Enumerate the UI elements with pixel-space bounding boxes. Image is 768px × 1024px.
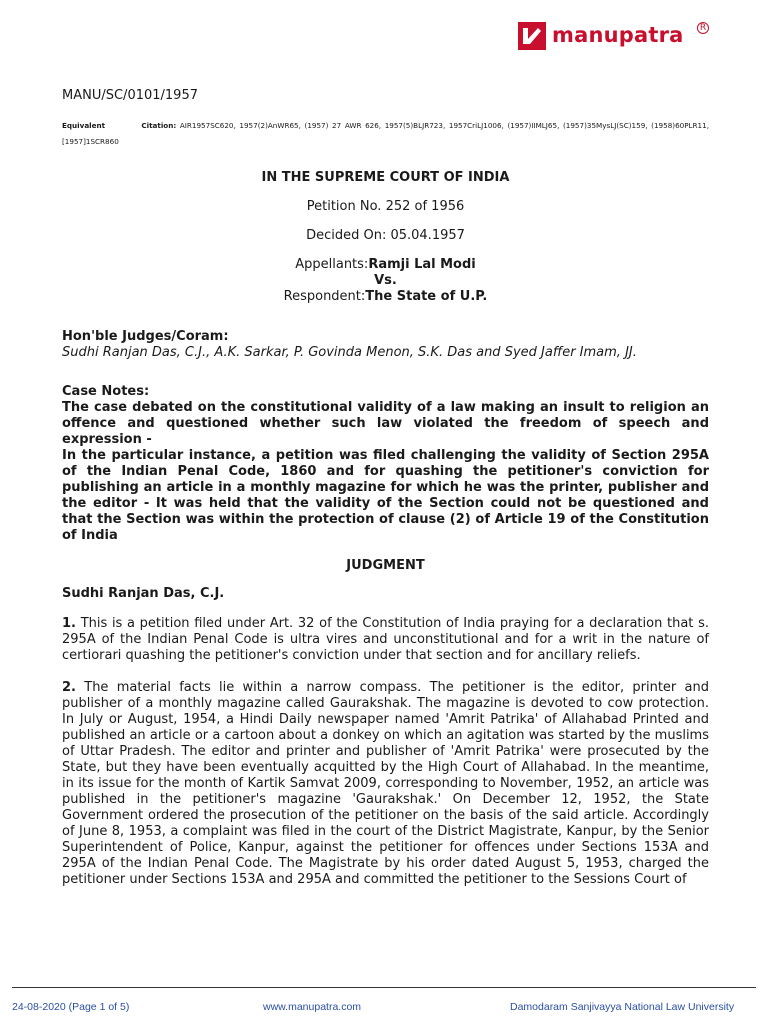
judges-list: Sudhi Ranjan Das, C.J., A.K. Sarkar, P. Govinda Menon, S.K. Das and Syed Jaffer Imam, JJ. xyxy=(62,345,637,360)
judgment-author: Sudhi Ranjan Das, C.J. xyxy=(62,586,225,601)
paragraph-1-text: This is a petition filed under Art. 32 of the Constitution of India praying for a declaration that s. 295A of the Indian Penal Code is ultra vires and unconstitutional and for a writ in the nature of certiorari quashing the petitioner's conviction under that section and for ancillary reliefs. xyxy=(62,616,709,663)
case-notes-heading: Case Notes: xyxy=(62,384,150,399)
paragraph-2 xyxy=(62,680,709,888)
paragraph-2-text: The material facts lie within a narrow compass. The petitioner is the editor, printer and publisher of a monthly magazine called Gaurakshak. The magazine is devoted to cow protection. In July or August, 1954, a Hindi Daily newspaper named 'Amrit Patrika' of Allahabad Printed and published an article or a cartoon about a donkey on which an agitation was started by the muslims of Uttar Pradesh. The editor and printer and publisher of 'Amrit Patrika' were prosecuted by the State, but they have been eventually acquitted by the High Court of Allahabad. In the meantime, in its issue for the month of Kartik Samvat 2009, corresponding to November, 1952, an article was published in the petitioner's magazine 'Gaurakshak.' On December 12, 1952, the State Government ordered the prosecution of the petitioner on the basis of the said article. Accordingly of June 8, 1953, a complaint was filed in the court of the District Magistrate, Kanpur, by the Senior Superintendent of Police, Kanpur, against the petitioner for offences under Sections 153A and 295A of the Indian Penal Code. The Magistrate by his order dated August 5, 1953, charged the petitioner under Sections 153A and 295A and committed the petitioner to the Sessions Court of xyxy=(62,680,709,887)
versus-text: Vs. xyxy=(374,273,397,288)
judgment-heading: JUDGMENT xyxy=(346,558,425,573)
court-name: IN THE SUPREME COURT OF INDIA xyxy=(261,170,510,185)
versus-line xyxy=(62,273,709,289)
document-body xyxy=(62,88,709,904)
paragraph-1-number: 1. xyxy=(62,616,76,631)
case-notes xyxy=(62,400,709,544)
logo-wordmark: manupatra xyxy=(552,23,684,47)
manupatra-logo xyxy=(512,20,712,60)
footer-date-page: 24-08-2020 (Page 1 of 5) xyxy=(12,1001,130,1013)
case-notes-paragraph-1: The case debated on the constitutional validity of a law making an insult to religion an offence and questioned whether such law violated the freedom of speech and expression - xyxy=(62,400,709,447)
paragraph-2-number: 2. xyxy=(62,680,76,695)
respondent-line xyxy=(62,289,709,305)
judges-heading: Hon'ble Judges/Coram: xyxy=(62,329,229,344)
footer-institution: Damodaram Sanjivayya National Law University xyxy=(510,1001,735,1013)
registered-mark-icon: R xyxy=(697,22,709,34)
petition-number: Petition No. 252 of 1956 xyxy=(306,199,465,214)
equivalent-label: Equivalent xyxy=(62,121,106,130)
equivalent-citations xyxy=(62,118,709,150)
parties-block xyxy=(62,257,709,305)
respondent-name: The State of U.P. xyxy=(365,289,488,304)
appellants-label: Appellants: xyxy=(295,257,369,272)
manupatra-logo-icon xyxy=(518,22,546,50)
appellants-name: Ramji Lal Modi xyxy=(368,257,476,272)
citation-list: AIR1957SC620, 1957(2)AnWR65, (1957) 27 AWR 626, 1957(5)BLJR723, 1957CriLJ1006, (1957)IIMLJ65, (1957)35MysLJ(SC)159, (1958)60PLR11, [1957]1SCR860 xyxy=(62,121,709,146)
case-notes-paragraph-2: In the particular instance, a petition was filed challenging the validity of Section 295A of the Indian Penal Code, 1860 and for quashing the petitioner's conviction for publishing an article in a monthly magazine for which he was the printer, publisher and the editor - It was held that the validity of the Section could not be questioned and that the Section was within the protection of clause (2) of Article 19 of the Constitution of India xyxy=(62,448,709,543)
footer-website-link[interactable]: www.manupatra.com xyxy=(263,1001,362,1013)
citation-label: Citation: xyxy=(141,121,177,130)
decided-date: Decided On: 05.04.1957 xyxy=(306,228,465,243)
footer-divider xyxy=(12,987,756,988)
respondent-label: Respondent: xyxy=(283,289,366,304)
manu-citation-id: MANU/SC/0101/1957 xyxy=(62,88,198,103)
appellants-line xyxy=(62,257,709,273)
paragraph-1 xyxy=(62,616,709,664)
